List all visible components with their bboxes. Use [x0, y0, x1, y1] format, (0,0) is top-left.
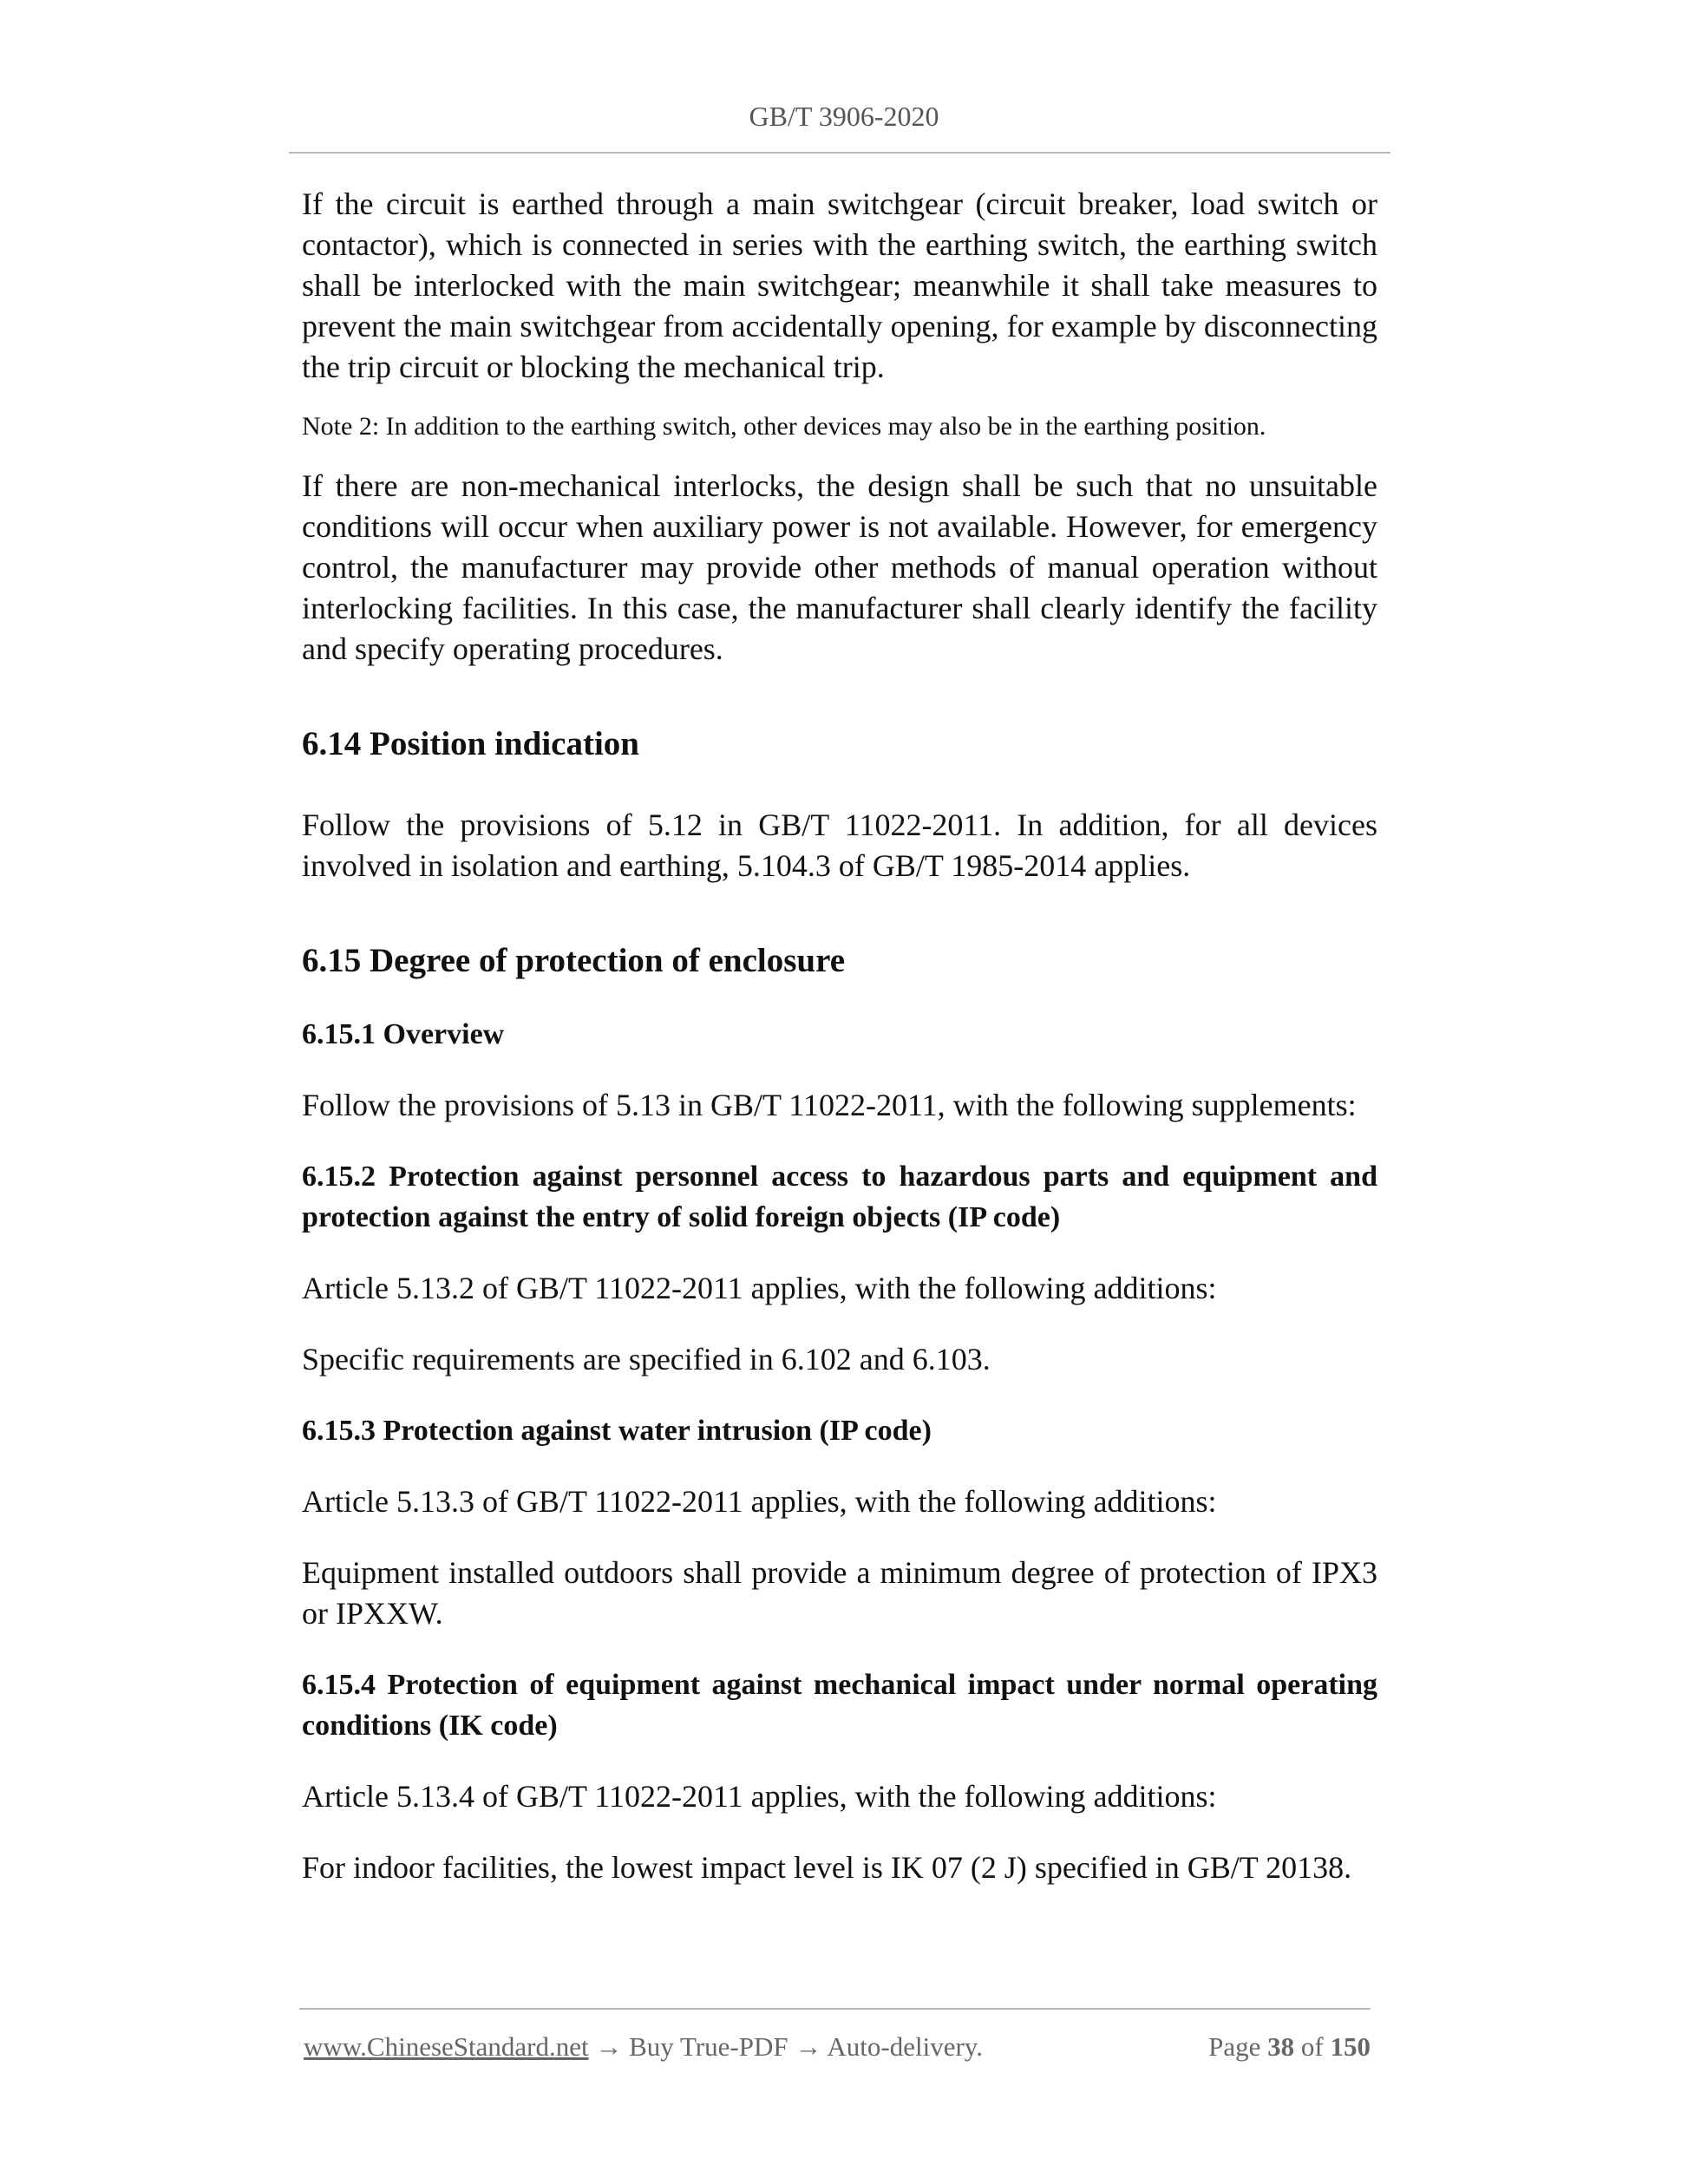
- section-6-15-heading: 6.15 Degree of protection of enclosure: [302, 942, 846, 979]
- section-6-15-3-paragraph-outdoor: Equipment installed outdoors shall provide a minimum degree of protection of IPX3 or IPXXW.: [302, 1555, 1377, 1631]
- note-2: Note 2: In addition to the earthing switch, other devices may also be in the earthing position.: [302, 412, 1266, 441]
- paragraph-non-mechanical-interlocks: If there are non-mechanical interlocks, the design shall be such that no unsuitable conditions will occur when auxiliary power is not available. However, for emergency control, the manufacturer may provide other methods of manual operation without interlocking facilities. In this case, the manufacturer shall clearly identify the facility and specify operating procedures.: [302, 468, 1377, 666]
- paragraph-earthing-interlock: If the circuit is earthed through a main switchgear (circuit breaker, load switch or contactor), which is connected in series with the earthing switch, the earthing switch shall be interlocked with the main switchgear; meanwhile it shall take measures to prevent the main switchgear from accidentally opening, for example by disconnecting the trip circuit or blocking the mechanical trip.: [302, 186, 1377, 384]
- website-link[interactable]: www.ChineseStandard.net: [304, 2031, 589, 2062]
- footer-divider: [299, 2008, 1371, 2010]
- page-content: [302, 184, 1377, 1888]
- section-6-15-3-paragraph-additions: Article 5.13.3 of GB/T 11022-2011 applies, with the following additions:: [302, 1484, 1217, 1519]
- section-6-15-1-heading: 6.15.1 Overview: [302, 1018, 505, 1050]
- section-6-15-4-heading: 6.15.4 Protection of equipment against mechanical impact under normal operating conditions (IK code): [302, 1669, 1377, 1742]
- current-page-number: 38: [1267, 2031, 1295, 2062]
- section-6-15-4-paragraph-additions: Article 5.13.4 of GB/T 11022-2011 applies, with the following additions:: [302, 1779, 1217, 1814]
- auto-delivery-text: Auto-delivery.: [827, 2031, 984, 2062]
- section-6-15-2-paragraph-additions: Article 5.13.2 of GB/T 11022-2011 applies, with the following additions:: [302, 1271, 1217, 1305]
- of-label: of: [1300, 2031, 1324, 2062]
- buy-pdf-text: Buy True-PDF: [629, 2031, 788, 2062]
- arrow-right-icon: →: [795, 2031, 822, 2062]
- section-6-15-3-heading: 6.15.3 Protection against water intrusion (IP code): [302, 1415, 932, 1447]
- arrow-right-icon: →: [595, 2031, 623, 2062]
- header-divider: [289, 152, 1390, 154]
- section-6-14-paragraph: Follow the provisions of 5.12 in GB/T 11022-2011. In addition, for all devices involved in isolation and earthing, 5.104.3 of GB/T 1985-2014 applies.: [302, 808, 1377, 883]
- section-6-14-heading: 6.14 Position indication: [302, 725, 639, 762]
- document-id-header: GB/T 3906-2020: [749, 101, 939, 132]
- section-6-15-1-paragraph: Follow the provisions of 5.13 in GB/T 11022-2011, with the following supplements:: [302, 1088, 1357, 1122]
- footer-promo: [304, 2028, 983, 2066]
- page-number: [1208, 2028, 1371, 2066]
- section-6-15-2-paragraph-requirements: Specific requirements are specified in 6.102 and 6.103.: [302, 1342, 991, 1376]
- section-6-15-4-paragraph-indoor: For indoor facilities, the lowest impact level is IK 07 (2 J) specified in GB/T 20138.: [302, 1850, 1352, 1885]
- total-pages: 150: [1330, 2031, 1371, 2062]
- page-label: Page: [1208, 2031, 1261, 2062]
- section-6-15-2-heading: 6.15.2 Protection against personnel access to hazardous parts and equipment and protection against the entry of solid foreign objects (IP code): [302, 1161, 1377, 1233]
